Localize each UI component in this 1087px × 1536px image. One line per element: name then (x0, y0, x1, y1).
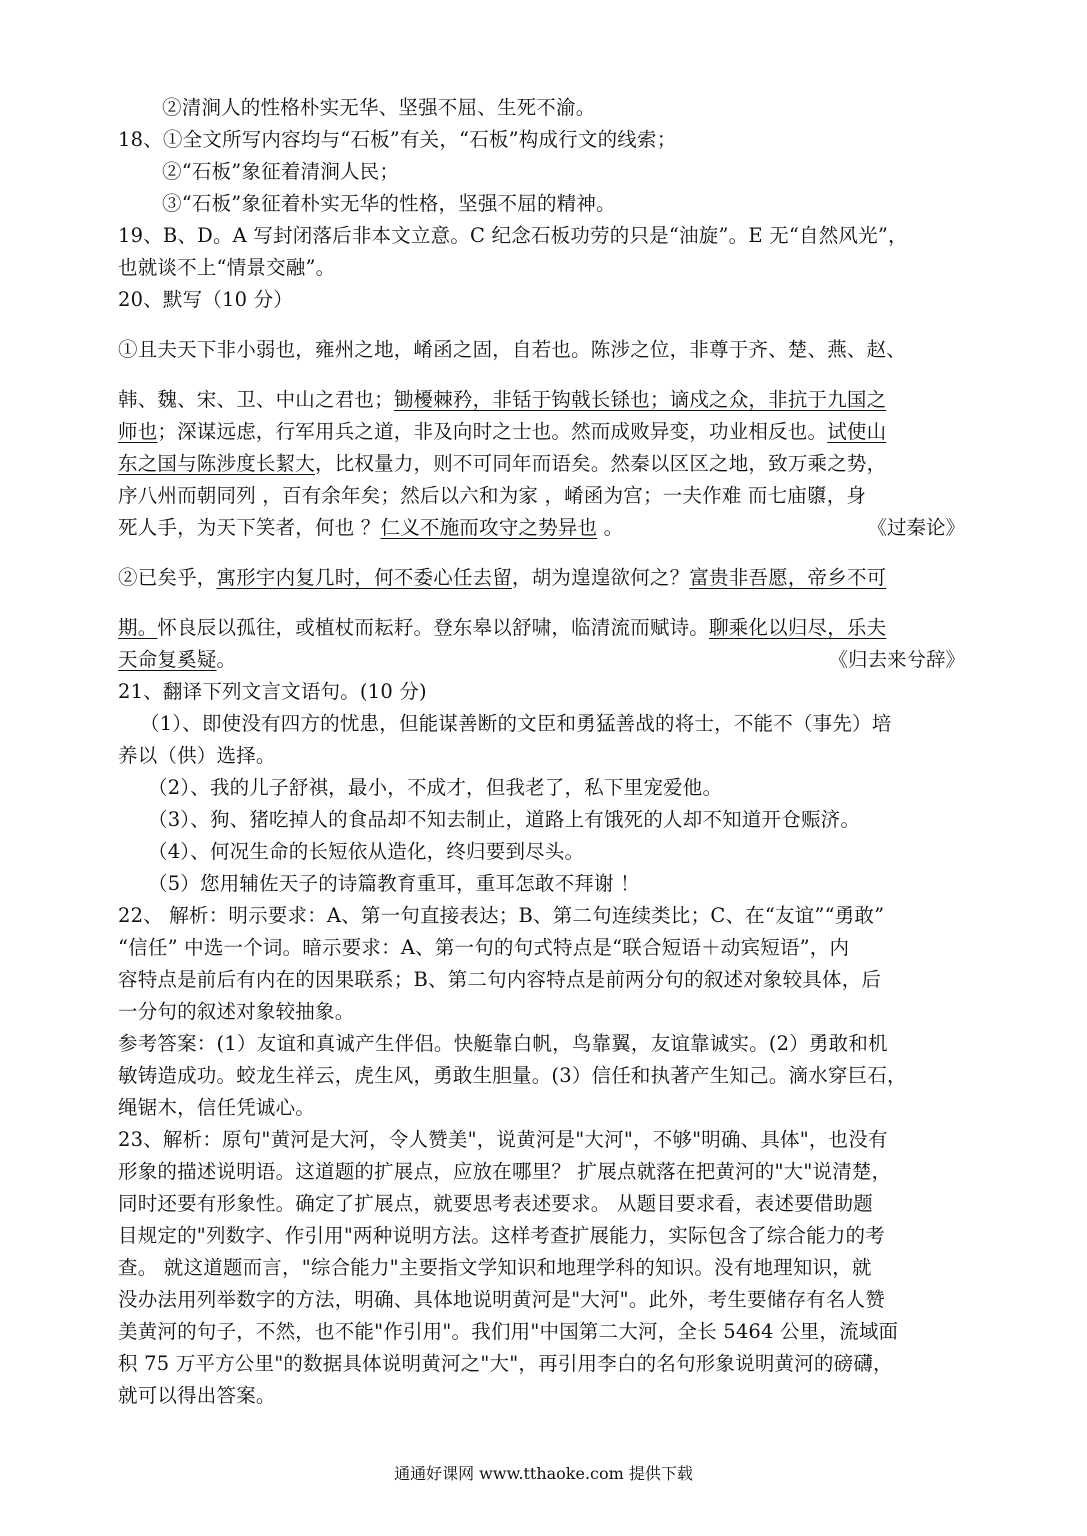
text-segment: 美黄河的句子，不然，也不能"作引用"。我们用"中国第二大河，全长 5464 公里，流域面 (118, 1320, 899, 1343)
text-line (148, 804, 860, 836)
text-line (118, 740, 276, 772)
text-line (118, 1156, 891, 1188)
text-line (118, 676, 427, 708)
text-segment: 22、 解析：明示要求：A、第一句直接表达；B、第二句连续类比；C、在“友谊”“勇敢” (118, 904, 885, 927)
text-segment: ，胡为遑遑欲何之？ (512, 566, 690, 589)
source-note: 《归去来兮辞》 (828, 648, 965, 671)
text-segment: ①且夫天下非小弱也，雍州之地，崤函之固，自若也。陈涉之位，非尊于齐、楚、燕、赵、 (118, 338, 907, 361)
text-segment: 绳锯木，信任凭诚心。 (118, 1096, 316, 1119)
text-segment: 死人手，为天下笑者，何也 ？ (118, 516, 381, 539)
text-segment: 怀良辰以孤往，或植杖而耘耔。登东皋以舒啸，临清流而赋诗。 (157, 616, 710, 639)
text-segment: ②“石板”象征着清涧人民； (162, 160, 400, 183)
text-segment: 查。 就这道题而言，"综合能力"主要指文学知识和地理学科的知识。没有地理知识，就 (118, 1256, 872, 1279)
text-line (118, 562, 886, 594)
text-segment: 序八州而朝同列 ，百有余年矣；然后以六和为家 ，崤函为宫；一夫作难 而七庙隳，身 (118, 484, 867, 507)
text-segment: “信任” 中选一个词。暗示要求：A、第一句的句式特点是“联合短语＋动宾短语”，内 (118, 936, 850, 959)
text-segment: ，比权量力，则不可同年而语矣。然秦以区区之地，致万乘之势， (315, 452, 887, 475)
page-footer: 通通好课网 www.tthaoke.com 提供下载 (394, 1464, 693, 1483)
text-line (118, 612, 886, 644)
text-segment: ③“石板”象征着朴实无华的性格，坚强不屈的精神。 (162, 192, 616, 215)
text-line (118, 1380, 276, 1412)
text-line (140, 708, 891, 740)
text-line (118, 1348, 893, 1380)
text-line (118, 1284, 885, 1316)
text-line (118, 480, 866, 512)
text-segment: （3）、狗、猪吃掉人的食品却不知去制止，道路上有饿死的人却不知道开仓赈济。 (148, 808, 861, 831)
text-segment: 23、解析：原句"黄河是大河，令人赞美"，说黄河是"大河"，不够"明确、具体"，也没有 (118, 1128, 888, 1151)
text-segment: 没办法用列举数字的方法，明确、具体地说明黄河是"大河"。此外，考生要储存有名人赞 (118, 1288, 885, 1311)
text-line (118, 334, 906, 366)
underlined-answer-text: 寓形宇内复几时，何不委心任去留 (216, 566, 513, 589)
text-segment: 。 (216, 648, 237, 671)
text-line (148, 772, 722, 804)
text-line (118, 284, 293, 316)
text-line (118, 416, 886, 448)
text-line (118, 448, 886, 480)
text-line (118, 932, 849, 964)
text-line (118, 996, 354, 1028)
underlined-answer-text: 东之国与陈涉度长絜大 (118, 452, 316, 475)
text-segment: 韩、魏、宋、卫、中山之君也； (118, 388, 394, 411)
text-line (118, 1252, 872, 1284)
text-line (118, 1028, 888, 1060)
text-segment: 形象的描述说明语。这道题的扩展点，应放在哪里？ 扩展点就落在把黄河的"大"说清楚， (118, 1160, 892, 1183)
text-segment: 参考答案：(1）友谊和真诚产生伴侣。快艇靠白帆，鸟靠翼，友谊靠诚实。(2）勇敢和机 (118, 1032, 888, 1055)
text-segment: 积 75 万平方公里"的数据具体说明黄河之"大"，再引用李白的名句形象说明黄河的磅礴， (118, 1352, 893, 1375)
text-line (118, 512, 623, 544)
text-line (118, 220, 908, 252)
text-segment: ；深谋远虑，行军用兵之道，非及向时之士也。然而成败异变，功业相反也。 (157, 420, 828, 443)
text-line (162, 188, 616, 220)
text-line (118, 1220, 885, 1252)
source-note: 《过秦论》 (867, 516, 965, 539)
text-segment: 。 (597, 516, 624, 539)
text-segment: ②已矣乎， (118, 566, 217, 589)
text-segment: 20、默写（10 分） (118, 288, 294, 311)
text-segment: 19、B、D。A 写封闭落后非本文立意。C 纪念石板功劳的只是“油旋”。E 无“自然风光”， (118, 224, 908, 247)
text-line (118, 964, 881, 996)
text-line (118, 1188, 873, 1220)
text-line (118, 1060, 907, 1092)
text-segment: （2）、我的儿子舒祺，最小，不成才，但我老了，私下里宠爱他。 (148, 776, 723, 799)
text-line (118, 252, 335, 284)
text-line (118, 644, 236, 676)
text-segment: （5）您用辅佐天子的诗篇教育重耳，重耳怎敢不拜谢 ！ (148, 872, 640, 895)
text-line (118, 900, 884, 932)
text-segment: 18、①全文所写内容均与“石板”有关，“石板”构成行文的线索； (118, 128, 677, 151)
text-segment: 一分句的叙述对象较抽象。 (118, 1000, 355, 1023)
underlined-answer-text: 锄櫌棘矜，非铦于钩戟长铩也；谪戍之众，非抗于九国之 (393, 388, 887, 411)
text-line (118, 1092, 315, 1124)
text-line (148, 868, 640, 900)
text-segment: 就可以得出答案。 (118, 1384, 276, 1407)
underlined-answer-text: 试使山 (827, 420, 887, 443)
text-line (118, 384, 886, 416)
text-segment: 容特点是前后有内在的因果联系；B、第二句内容特点是前两分句的叙述对象较具体，后 (118, 968, 882, 991)
underlined-answer-text: 天命复奚疑 (118, 648, 217, 671)
text-line (118, 124, 676, 156)
text-line (118, 1316, 898, 1348)
text-segment: ②清涧人的性格朴实无华、坚强不屈、生死不渝。 (162, 96, 596, 119)
underlined-answer-text: 期。 (118, 616, 158, 639)
text-line (118, 1124, 888, 1156)
underlined-answer-text: 富贵非吾愿，帝乡不可 (689, 566, 887, 589)
text-line (162, 92, 595, 124)
text-segment: 敏铸造成功。蛟龙生祥云，虎生风，勇敢生胆量。(3）信任和执著产生知己。滴水穿巨石， (118, 1064, 907, 1087)
text-segment: （4）、何况生命的长短依从造化，终归要到尽头。 (148, 840, 585, 863)
text-line (148, 836, 584, 868)
text-segment: 养以（供）选择。 (118, 744, 276, 767)
text-segment: 目规定的"列数字、作引用"两种说明方法。这样考查扩展能力，实际包含了综合能力的考 (118, 1224, 885, 1247)
text-segment: （1）、即使没有四方的忧患，但能谋善断的文臣和勇猛善战的将士，不能不（事先）培 (140, 712, 892, 735)
text-segment: 同时还要有形象性。确定了扩展点，就要思考表述要求。 从题目要求看，表述要借助题 (118, 1192, 873, 1215)
text-segment: 也就谈不上“情景交融”。 (118, 256, 336, 279)
underlined-answer-text: 聊乘化以归尽，乐夫 (709, 616, 887, 639)
text-segment: 21、翻译下列文言文语句。(10 分) (118, 680, 427, 703)
underlined-answer-text: 仁义不施而攻守之势异也 (380, 516, 598, 539)
underlined-answer-text: 师也 (118, 420, 158, 443)
text-line (162, 156, 399, 188)
